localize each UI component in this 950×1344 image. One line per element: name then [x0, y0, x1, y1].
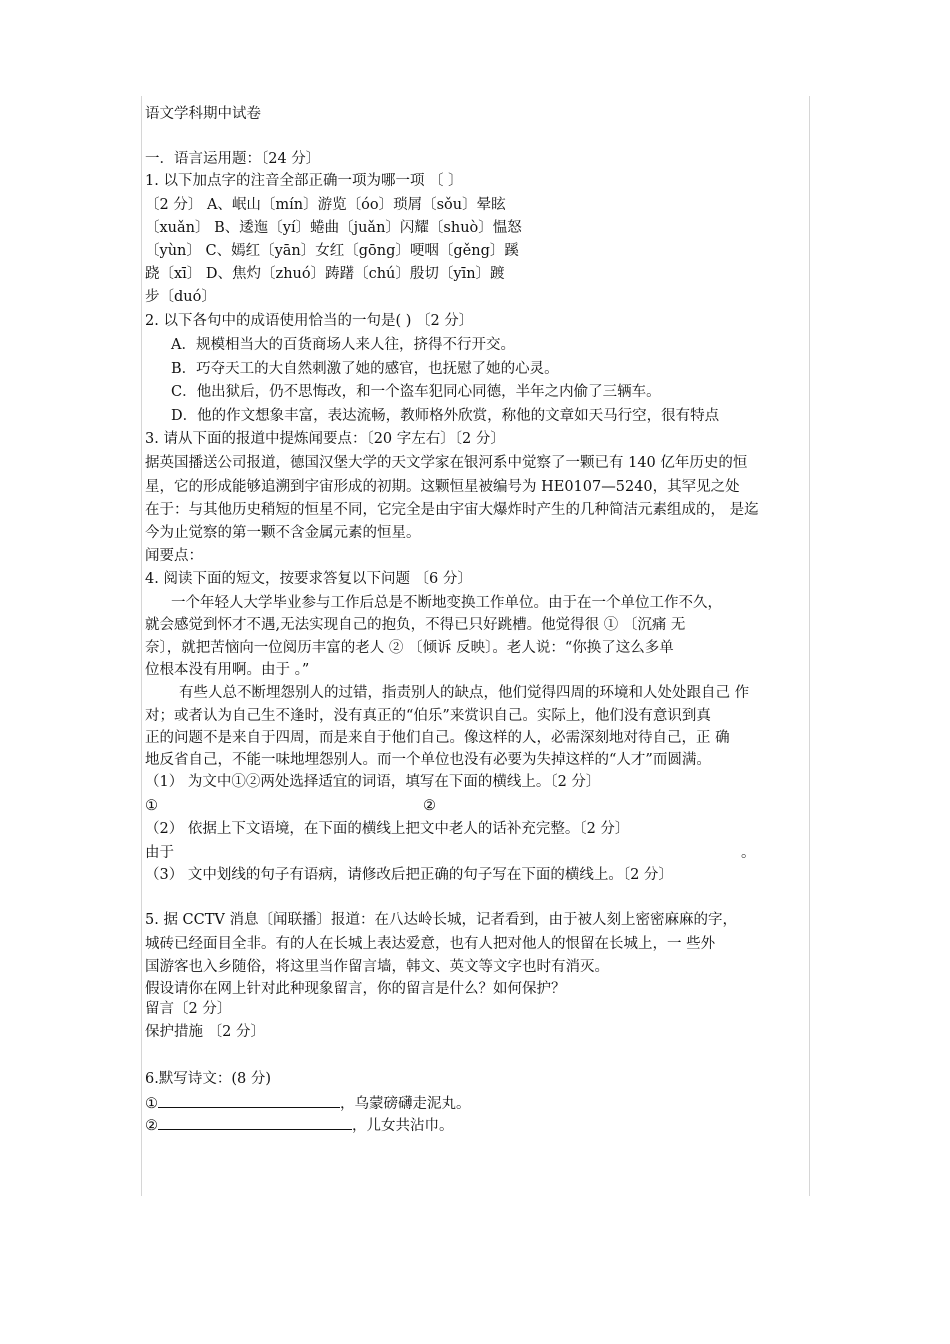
q5-line: 5. 据 CCTV 消息〔闻联播〕报道：在八达岭长城，记者看到，由于被人刻上密密麻麻的字， [145, 912, 737, 928]
q4-sub3: （3） 文中划线的句子有语病，请修改后把正确的句子写在下面的横线上。〔2 分〕 [145, 867, 673, 883]
q6-item-1-blank[interactable] [158, 1093, 340, 1108]
q1-line: 步〔duó〕 [145, 289, 216, 305]
q3-line: 在于：与其他历史稍短的恒星不同，它完全是由宇宙大爆炸时产生的几种简洁元素组成的， 是迄 [145, 502, 759, 518]
q4-para2-line: 对；或者认为自己生不逢时，没有真正的“伯乐”来赏识自己。实际上，他们没有意识到真 [145, 708, 711, 724]
q4-stem: 4. 阅读下面的短文，按要求答复以下问题 〔6 分〕 [145, 571, 472, 587]
q1-line: 〔2 分〕 A、岷山〔mín〕游览〔óo〕琐屑〔sǒu〕晕眩 [145, 197, 506, 213]
q5-line: 假设请你在网上针对此种现象留言，你的留言是什么？如何保护？ [145, 981, 566, 997]
q1-line: 〔yùn〕 C、嫣红〔yān〕女红〔gōng〕哽咽〔gěng〕蹊 [145, 243, 519, 259]
q4-para2-line: 正的问题不是来自于四周，而是来自于他们自己。像这样的人，必需深刻地对待自己，正 确 [145, 730, 730, 746]
exam-title: 语文学科期中试卷 [145, 106, 261, 122]
section-1-heading: 一．语言运用题：〔24 分〕 [145, 151, 321, 167]
q5-protection-label: 保护措施 〔2 分〕 [145, 1024, 265, 1040]
q3-line: 星，它的形成能够追溯到宇宙形成的初期。这颗恒星被编号为 HE0107—5240，其罕见之处 [145, 479, 740, 495]
q4-sub2: （2） 依据上下文语境，在下面的横线上把文中老人的话补充完整。〔2 分〕 [145, 821, 630, 837]
q4-para2-line: 有些人总不断埋怨别人的过错，指责别人的缺点，他们觉得四周的环境和人处处跟自己 作 [179, 685, 750, 701]
q4-sub2-answer-end: 。 [741, 845, 756, 861]
q1-line: 〔xuǎn〕 B、逶迤〔yí〕蜷曲〔juǎn〕闪耀〔shuò〕愠怒 [145, 220, 522, 236]
q6-item-2 [145, 1115, 454, 1136]
q6-item-2-number: ② [145, 1118, 158, 1134]
page-left-border [141, 96, 142, 1196]
q4-sub1-blank-2[interactable]: ② [423, 798, 436, 814]
q5-line: 城砖已经面目全非。有的人在长城上表达爱意，也有人把对他人的恨留在长城上，一 些外 [145, 936, 716, 952]
q4-para1-line: 位根本没有用啊。由于 。” [145, 662, 310, 678]
q2-option-d: D．他的作文想象丰富，表达流畅，教师格外欣赏，称他的文章如天马行空，很有特点 [171, 408, 720, 424]
q5-message-label: 留言〔2 分〕 [145, 1001, 232, 1017]
q4-sub1: （1） 为文中①②两处选择适宜的词语，填写在下面的横线上。〔2 分〕 [145, 774, 601, 790]
q3-line: 据英国播送公司报道，德国汉堡大学的天文学家在银河系中觉察了一颗已有 140 亿年历史的恒 [145, 455, 748, 471]
q6-item-1-number: ① [145, 1096, 158, 1112]
q1-line: 跷〔xī〕 D、焦灼〔zhuó〕踌躇〔chú〕殷切〔yīn〕踱 [145, 266, 505, 282]
q4-sub1-blank-1[interactable]: ① [145, 798, 158, 814]
q4-para1-line: 就会感觉到怀才不遇,无法实现自己的抱负，不得已只好跳槽。他觉得很 ① 〔沉痛 无 [145, 617, 686, 633]
q3-stem: 3. 请从下面的报道中提炼闻要点：〔20 字左右〕〔2 分〕 [145, 431, 505, 447]
q6-item-2-text: ，儿女共沾巾。 [352, 1118, 454, 1134]
q6-item-2-blank[interactable] [158, 1115, 352, 1130]
q6-item-1 [145, 1093, 471, 1114]
q5-line: 国游客也入乡随俗，将这里当作留言墙，韩文、英文等文字也时有消灭。 [145, 959, 609, 975]
q3-answer-label: 闻要点： [145, 548, 203, 564]
q1-stem: 1. 以下加点字的注音全部正确一项为哪一项 〔 〕 [145, 173, 463, 189]
q4-para2-line: 地反省自己，不能一味地埋怨别人。而一个单位也没有必要为失掉这样的“人才”而圆满。 [145, 752, 711, 768]
page-right-border [809, 96, 810, 1196]
q4-para1-line: 一个年轻人大学毕业参与工作后总是不断地变换工作单位。由于在一个单位工作不久， [171, 595, 722, 611]
q4-para1-line: 奈〕，就把苦恼向一位阅历丰富的老人 ② 〔倾诉 反映〕。老人说：“你换了这么多单 [145, 640, 674, 656]
q2-option-b: B．巧夺天工的大自然刺激了她的感官，也抚慰了她的心灵。 [171, 361, 559, 377]
q6-stem: 6.默写诗文：(8 分) [145, 1071, 271, 1087]
q2-stem: 2. 以下各句中的成语使用恰当的一句是( ) 〔2 分〕 [145, 313, 474, 329]
q2-option-c: C．他出狱后，仍不思悔改，和一个盗车犯同心同德，半年之内偷了三辆车。 [171, 384, 661, 400]
q2-option-a: A．规模相当大的百货商场人来人往，挤得不行开交。 [171, 337, 515, 353]
q6-item-1-text: ，乌蒙磅礴走泥丸。 [340, 1096, 471, 1112]
q3-line: 今为止觉察的第一颗不含金属元素的恒星。 [145, 525, 421, 541]
q4-sub2-answer-prefix[interactable]: 由于 [145, 845, 174, 861]
